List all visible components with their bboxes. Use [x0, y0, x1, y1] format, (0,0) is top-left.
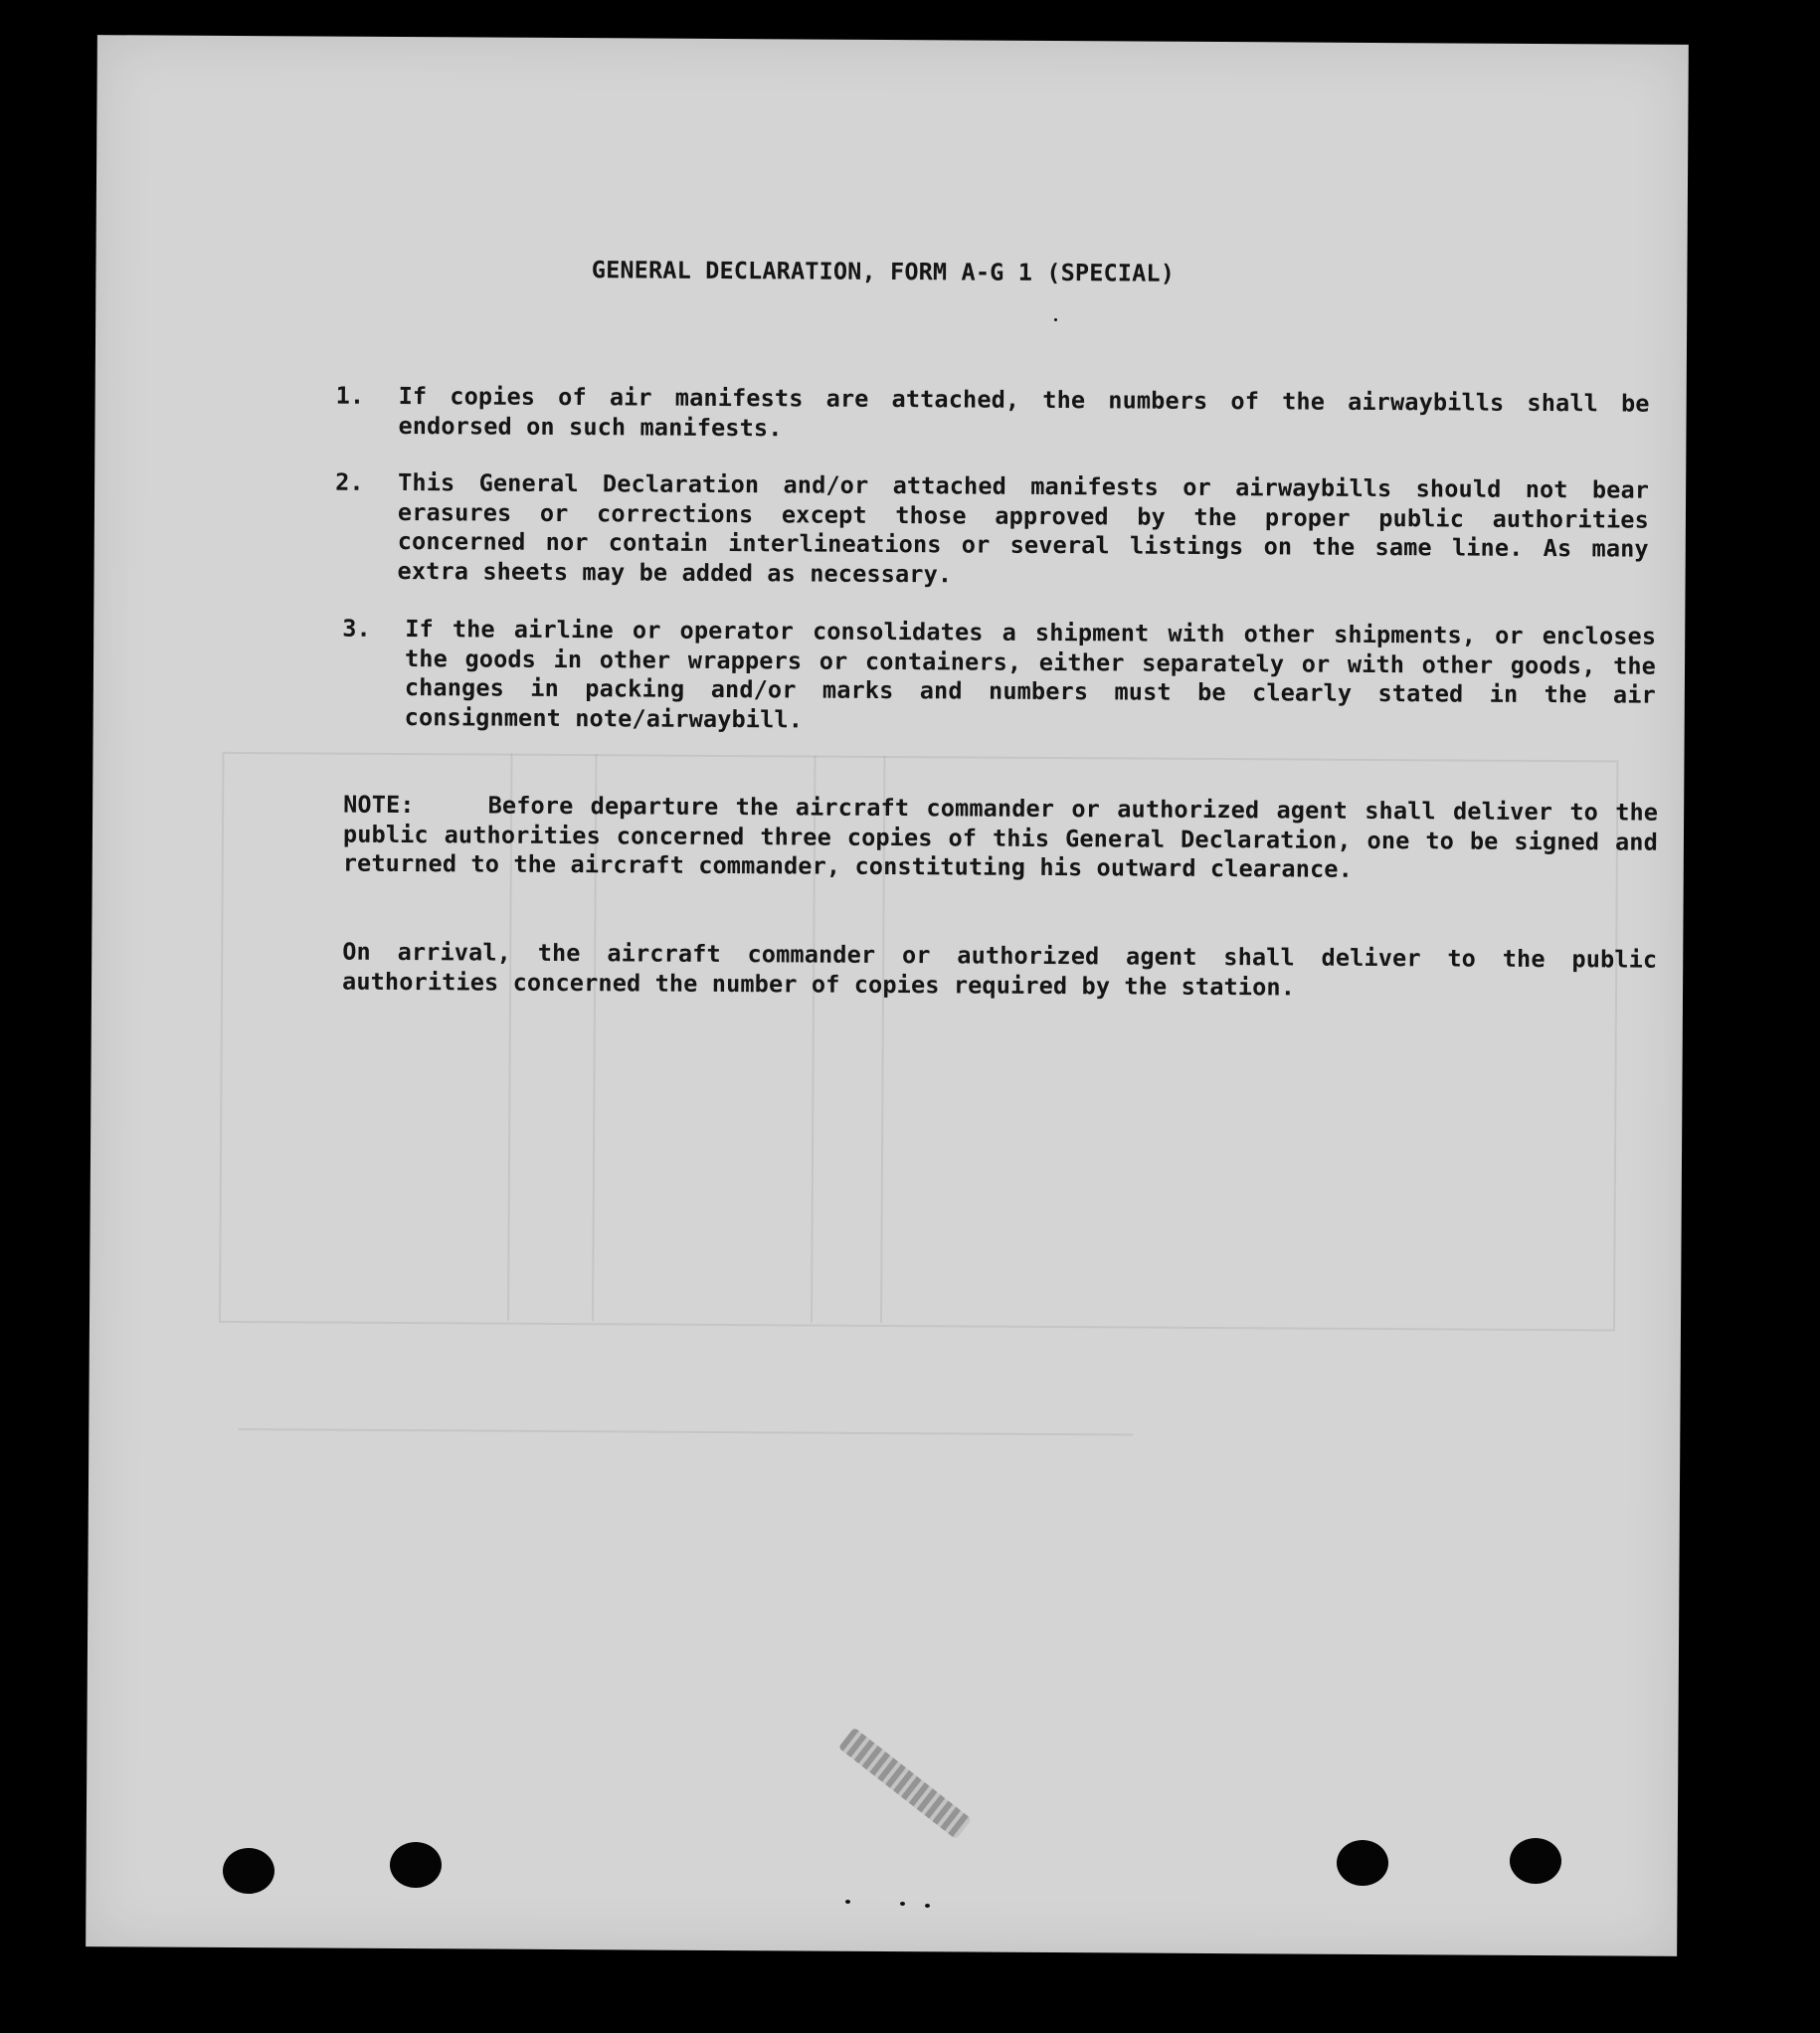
item-number: 2. [335, 467, 364, 496]
instruction-item [243, 614, 1675, 733]
punch-hole [223, 1848, 274, 1894]
item-text: If copies of air manifests are attached, the numbers of the airwaybills shall be endorsed on such manifests. [398, 381, 1650, 442]
speck [845, 1900, 850, 1904]
document-sheet [86, 35, 1689, 1956]
arrival-paragraph: On arrival, the aircraft commander or authorized agent shall deliver to the public authorities concerned the number of copies required by the station. [341, 937, 1658, 1002]
punch-hole [390, 1842, 442, 1888]
note-paragraph [343, 791, 1659, 887]
item-number: 1. [335, 381, 365, 410]
note-label: NOTE: [343, 790, 415, 820]
speck [900, 1902, 905, 1906]
document-body [247, 36, 1669, 1002]
punch-hole [1510, 1838, 1561, 1884]
note-text: Before departure the aircraft commander or authorized agent shall deliver to the public authorities concerned three copies of this General Declaration, one to be signed and returned to the aircraft commander, constituting his outward clearance. [342, 791, 1659, 883]
punch-hole [1337, 1840, 1388, 1886]
instruction-item [244, 467, 1676, 588]
item-text: If the airline or operator consolidates a shipment with other shipments, or encloses the goods in other wrappers or containers, either separately or with other goods, the changes in packing and/or marks and numbers must be clearly stated in the air consignment note/airwaybill. [404, 615, 1657, 733]
item-text: This General Declaration and/or attached manifests or airwaybills should not bear erasures or corrections except those approved by the proper public authorities concerned nor contain interlineations or several listings on the same line. As many extra sheets may be added as necessary. [397, 467, 1650, 588]
bleed-through-line [238, 1428, 1133, 1435]
instruction-item [245, 381, 1677, 442]
speck [1054, 318, 1057, 321]
speck [925, 1904, 930, 1908]
item-number: 3. [342, 614, 371, 643]
document-title: GENERAL DECLARATION, FORM A-G 1 (SPECIAL) [591, 256, 1176, 287]
